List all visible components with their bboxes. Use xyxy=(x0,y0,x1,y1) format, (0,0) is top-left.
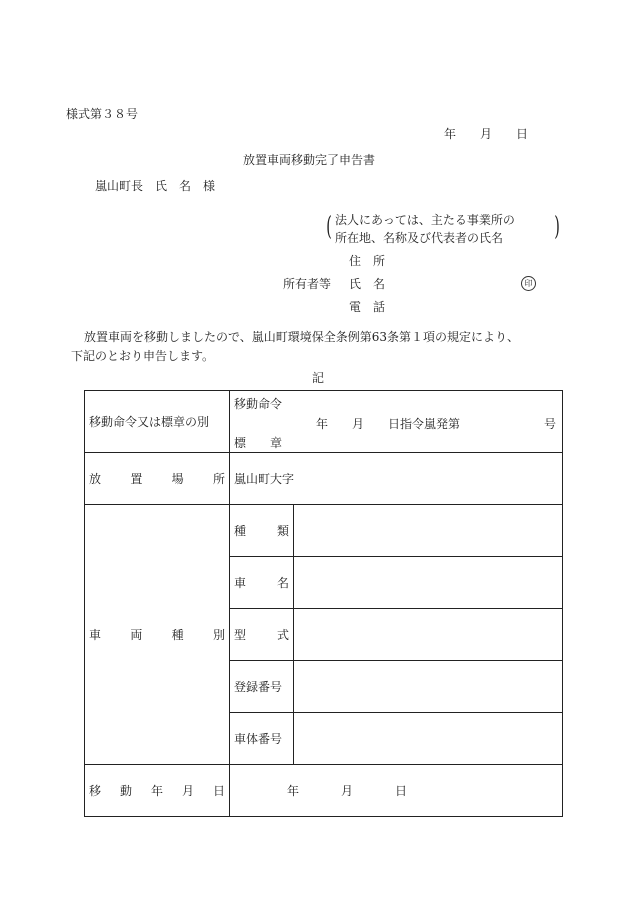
registration-number-field[interactable] xyxy=(294,661,563,713)
corporation-note-line-1: 法人にあっては、主たる事業所の xyxy=(335,213,515,227)
label-char: 置 xyxy=(130,472,143,486)
name-label: 氏 名 xyxy=(349,277,386,291)
body-text-line-2: 下記のとおり申告します。 xyxy=(71,349,215,363)
corporation-note-line-2: 所在地、名称及び代表者の氏名 xyxy=(335,231,504,245)
row3-label xyxy=(85,505,230,765)
close-bracket-glyph: ) xyxy=(554,212,560,242)
table-row xyxy=(85,391,563,453)
vehicle-type-field[interactable] xyxy=(294,505,563,557)
vehicle-name-field[interactable] xyxy=(294,557,563,609)
move-order-cell[interactable] xyxy=(230,391,563,453)
label-char: 車 xyxy=(89,628,102,642)
day-text: 日 xyxy=(395,784,408,798)
row4-label xyxy=(85,765,230,817)
label-char: 種 xyxy=(171,628,184,642)
move-date-field[interactable] xyxy=(230,765,563,817)
label-char: 類 xyxy=(276,524,289,538)
label-char: 放 xyxy=(89,472,102,486)
row2-label xyxy=(85,453,230,505)
order-date-text: 年 月 日指令嵐発第 xyxy=(316,417,461,431)
address-label: 住 所 xyxy=(349,254,386,268)
label-char: 移 xyxy=(89,784,102,798)
seal-icon: 印 xyxy=(521,276,536,291)
label-char: 場 xyxy=(171,472,184,486)
corporation-note xyxy=(326,211,560,247)
move-order-text: 移動命令 xyxy=(234,397,283,411)
month-text: 月 xyxy=(341,784,354,798)
label-char: 式 xyxy=(276,628,289,642)
label-char: 動 xyxy=(119,784,132,798)
owner-group-label: 所有者等 xyxy=(283,277,332,291)
phone-label: 電 話 xyxy=(349,300,386,314)
date-line: 年 月 日 xyxy=(444,127,529,141)
sign-text: 標 章 xyxy=(234,436,283,450)
vehicle-model-label xyxy=(230,609,294,661)
row1-label: 移動命令又は標章の別 xyxy=(85,391,230,453)
label-char: 名 xyxy=(276,576,289,590)
table-row xyxy=(85,453,563,505)
label-char: 所 xyxy=(212,472,225,486)
body-text-line-1: 放置車両を移動しましたので、嵐山町環境保全条例第63条第１項の規定により、 xyxy=(84,330,520,344)
vehicle-name-label xyxy=(230,557,294,609)
label-char: 両 xyxy=(130,628,143,642)
label-char: 日 xyxy=(212,784,225,798)
table-row xyxy=(85,505,563,557)
registration-number-label: 登録番号 xyxy=(230,661,294,713)
ki-heading: 記 xyxy=(312,371,325,385)
year-text: 年 xyxy=(287,784,300,798)
open-bracket-glyph: ( xyxy=(326,212,332,242)
chassis-number-label: 車体番号 xyxy=(230,713,294,765)
table-row xyxy=(85,765,563,817)
chassis-number-field[interactable] xyxy=(294,713,563,765)
location-field[interactable] xyxy=(230,453,563,505)
label-char: 別 xyxy=(212,628,225,642)
vehicle-model-field[interactable] xyxy=(294,609,563,661)
report-table xyxy=(84,390,563,817)
label-char: 月 xyxy=(181,784,194,798)
label-char: 型 xyxy=(234,628,247,642)
vehicle-type-label xyxy=(230,505,294,557)
form-number: 様式第３８号 xyxy=(66,107,139,121)
order-go-text: 号 xyxy=(543,417,556,431)
label-char: 種 xyxy=(234,524,247,538)
label-char: 年 xyxy=(150,784,163,798)
document-title: 放置車両移動完了申告書 xyxy=(243,153,376,167)
location-value: 嵐山町大字 xyxy=(234,472,295,486)
addressee: 嵐山町長 氏 名 様 xyxy=(95,179,216,193)
label-char: 車 xyxy=(234,576,247,590)
